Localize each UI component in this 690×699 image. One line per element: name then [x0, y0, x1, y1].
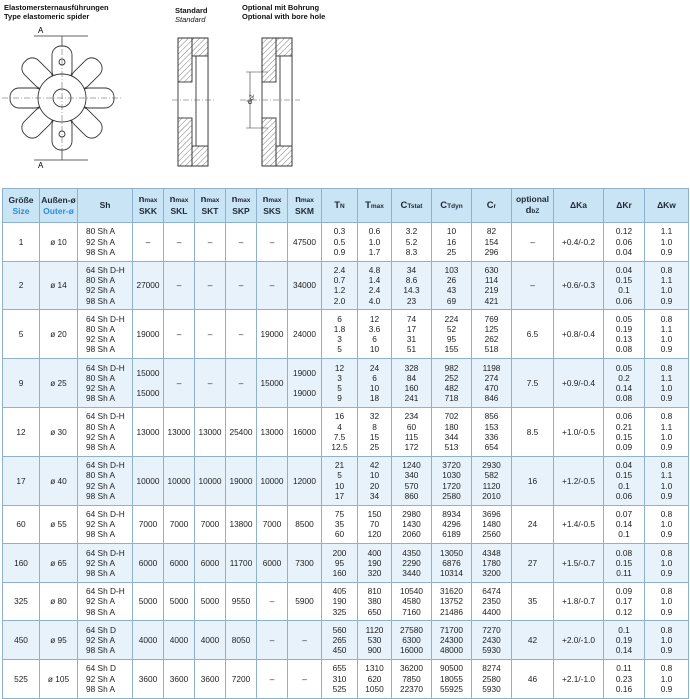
cell-skk: 5000 [133, 582, 164, 621]
cell-outer: ø 65 [40, 544, 78, 583]
cell-sh: 64 Sh D 92 Sh A 98 Sh A [78, 621, 133, 660]
cell-dbz: 46 [512, 659, 554, 698]
cell-dkr: 0.04 0.15 0.1 0.06 [604, 456, 645, 505]
cell-ctdyn: 13050 6876 10314 [432, 544, 472, 583]
cell-skp: 13800 [226, 505, 257, 544]
cell-dka: +1.0/-0.5 [554, 407, 604, 456]
section-a-top-label: A [38, 26, 44, 35]
cell-cr: 4348 1780 3200 [472, 544, 512, 583]
cell-skm: 5900 [288, 582, 322, 621]
cell-tn: 6 1.8 3 5 [322, 310, 358, 359]
cell-size: 60 [3, 505, 40, 544]
cell-tn: 12 3 5 9 [322, 359, 358, 408]
cell-tn: 21 5 10 17 [322, 456, 358, 505]
table-row [3, 223, 689, 262]
cell-ctdyn: 31620 13752 21486 [432, 582, 472, 621]
cell-outer: ø 105 [40, 659, 78, 698]
col-dbz-header: optional dbZ [512, 189, 554, 223]
cell-sh: 64 Sh D-H 80 Sh A 92 Sh A 98 Sh A [78, 310, 133, 359]
cell-skm: 34000 [288, 261, 322, 310]
cell-sks: 10000 [257, 456, 288, 505]
cell-dka: +1.5/-0.7 [554, 544, 604, 583]
cell-dka: +0.9/-0.4 [554, 359, 604, 408]
cell-skp: – [226, 223, 257, 262]
cell-dka: +0.4/-0.2 [554, 223, 604, 262]
cell-skp: 25400 [226, 407, 257, 456]
cell-sks: – [257, 223, 288, 262]
cell-ctdyn: 224 52 95 155 [432, 310, 472, 359]
cell-skt: 7000 [195, 505, 226, 544]
cell-ctstat: 34 8.6 14.3 23 [392, 261, 432, 310]
cell-outer: ø 30 [40, 407, 78, 456]
standard-section-drawing [172, 38, 214, 166]
cell-skt: – [195, 359, 226, 408]
cell-cr: 3696 1480 2560 [472, 505, 512, 544]
cell-skt: 4000 [195, 621, 226, 660]
cell-tn: 405 190 325 [322, 582, 358, 621]
cell-skk: 10000 [133, 456, 164, 505]
cell-cr: 2930 582 1120 2010 [472, 456, 512, 505]
cell-size: 525 [3, 659, 40, 698]
cell-dbz: 7.5 [512, 359, 554, 408]
cell-ctstat: 36200 7850 22370 [392, 659, 432, 698]
cell-ctdyn: 702 180 344 513 [432, 407, 472, 456]
optional-caption-de: Optional mit Bohrung [242, 3, 320, 12]
cell-dbz: 27 [512, 544, 554, 583]
cell-skk: 3600 [133, 659, 164, 698]
cell-size: 12 [3, 407, 40, 456]
cell-tn: 560 265 450 [322, 621, 358, 660]
cell-sh: 64 Sh D-H 80 Sh A 92 Sh A 98 Sh A [78, 456, 133, 505]
cell-cr: 630 114 219 421 [472, 261, 512, 310]
cell-ctdyn: 103 26 43 69 [432, 261, 472, 310]
col-ctstat-header: CTstat [392, 189, 432, 223]
spider-caption-en: Type elastomeric spider [4, 12, 90, 21]
col-tn-header: TN [322, 189, 358, 223]
cell-sh: 80 Sh A 92 Sh A 98 Sh A [78, 223, 133, 262]
col-dka-header: ΔKa [554, 189, 604, 223]
cell-size: 2 [3, 261, 40, 310]
cell-size: 17 [3, 456, 40, 505]
cell-dbz: 24 [512, 505, 554, 544]
cell-outer: ø 10 [40, 223, 78, 262]
cell-skm: – [288, 659, 322, 698]
cell-dka: +1.8/-0.7 [554, 582, 604, 621]
elastomeric-spider-drawing [2, 36, 122, 160]
cell-skl: 6000 [164, 544, 195, 583]
cell-outer: ø 55 [40, 505, 78, 544]
cell-sh: 64 Sh D 92 Sh A 98 Sh A [78, 659, 133, 698]
cell-tmax: 0.6 1.0 1.7 [358, 223, 392, 262]
table-row [3, 544, 689, 583]
cell-size: 160 [3, 544, 40, 583]
cell-dbz: 35 [512, 582, 554, 621]
cell-dkw: 0.8 1.1 1.0 0.9 [645, 359, 689, 408]
cell-ctdyn: 3720 1030 1720 2580 [432, 456, 472, 505]
cell-tmax: 810 380 650 [358, 582, 392, 621]
table-row [3, 407, 689, 456]
cell-sh: 64 Sh D-H 92 Sh A 98 Sh A [78, 582, 133, 621]
cell-size: 9 [3, 359, 40, 408]
cell-tmax: 32 8 15 25 [358, 407, 392, 456]
cell-skl: 13000 [164, 407, 195, 456]
cell-skk: 13000 [133, 407, 164, 456]
cell-ctstat: 3.2 5.2 8.3 [392, 223, 432, 262]
cell-sks: 6000 [257, 544, 288, 583]
cell-ctstat: 10540 4580 7160 [392, 582, 432, 621]
cell-skm: 16000 [288, 407, 322, 456]
cell-sh: 64 Sh D-H 92 Sh A 98 Sh A [78, 505, 133, 544]
cell-ctdyn: 10 16 25 [432, 223, 472, 262]
cell-sks: – [257, 659, 288, 698]
bore-diameter-label: $d_{bZ}$ [247, 94, 256, 104]
cell-sks: 19000 [257, 310, 288, 359]
cell-sh: 64 Sh D-H 80 Sh A 92 Sh A 98 Sh A [78, 407, 133, 456]
cell-skm: 7300 [288, 544, 322, 583]
col-skl-header: nmax SKL [164, 189, 195, 223]
cell-dbz: – [512, 223, 554, 262]
cell-skl: – [164, 261, 195, 310]
section-a-bottom-label: A [38, 161, 44, 170]
cell-dka: +0.8/-0.4 [554, 310, 604, 359]
cell-skk: 4000 [133, 621, 164, 660]
table-header-row [3, 189, 689, 223]
spider-specification-table [2, 188, 689, 699]
col-ctdyn-header: CTdyn [432, 189, 472, 223]
cell-ctstat: 1240 340 570 860 [392, 456, 432, 505]
cell-dkw: 0.8 1.1 1.0 0.9 [645, 261, 689, 310]
cell-skp: 11700 [226, 544, 257, 583]
cell-skl: – [164, 359, 195, 408]
cell-tn: 200 95 160 [322, 544, 358, 583]
cell-skk: – [133, 223, 164, 262]
cell-tn: 75 35 60 [322, 505, 358, 544]
spider-caption-de: Elastomersternausführungen [4, 3, 109, 12]
cell-tmax: 400 190 320 [358, 544, 392, 583]
col-dkw-header: ΔKw [645, 189, 689, 223]
cell-skt: 6000 [195, 544, 226, 583]
cell-dka: +1.2/-0.5 [554, 456, 604, 505]
cell-skt: – [195, 223, 226, 262]
cell-cr: 1198 274 470 846 [472, 359, 512, 408]
cell-ctstat: 2980 1430 2060 [392, 505, 432, 544]
cell-skp: 8050 [226, 621, 257, 660]
cell-cr: 7270 2430 5930 [472, 621, 512, 660]
col-skp-header: nmax SKP [226, 189, 257, 223]
col-cr-header: Cr [472, 189, 512, 223]
cell-size: 5 [3, 310, 40, 359]
cell-skt: 3600 [195, 659, 226, 698]
cell-dkr: 0.06 0.21 0.15 0.09 [604, 407, 645, 456]
cell-tn: 655 310 525 [322, 659, 358, 698]
cell-skp: – [226, 359, 257, 408]
cell-skm: 19000 19000 [288, 359, 322, 408]
cell-skk: 19000 [133, 310, 164, 359]
cell-tmax: 1120 530 900 [358, 621, 392, 660]
cell-ctstat: 328 84 160 241 [392, 359, 432, 408]
cell-sh: 64 Sh D-H 80 Sh A 92 Sh A 98 Sh A [78, 359, 133, 408]
cell-sks: 13000 [257, 407, 288, 456]
cell-skl: 7000 [164, 505, 195, 544]
cell-skl: 5000 [164, 582, 195, 621]
cell-sks: 15000 [257, 359, 288, 408]
cell-sh: 64 Sh D-H 92 Sh A 98 Sh A [78, 544, 133, 583]
technical-drawings [0, 0, 690, 186]
cell-cr: 856 153 336 654 [472, 407, 512, 456]
cell-skp: 7200 [226, 659, 257, 698]
cell-outer: ø 25 [40, 359, 78, 408]
cell-ctstat: 234 60 115 172 [392, 407, 432, 456]
cell-size: 450 [3, 621, 40, 660]
cell-sks: – [257, 582, 288, 621]
cell-skk: 27000 [133, 261, 164, 310]
cell-skp: – [226, 261, 257, 310]
col-skk-header: nmax SKK [133, 189, 164, 223]
cell-dkr: 0.08 0.15 0.11 [604, 544, 645, 583]
standard-caption-en: Standard [175, 15, 206, 24]
cell-ctstat: 74 17 31 51 [392, 310, 432, 359]
table-row [3, 505, 689, 544]
cell-sks: 7000 [257, 505, 288, 544]
table-row [3, 582, 689, 621]
cell-tmax: 12 3.6 6 10 [358, 310, 392, 359]
cell-skm: 8500 [288, 505, 322, 544]
cell-size: 325 [3, 582, 40, 621]
cell-dkr: 0.05 0.2 0.14 0.08 [604, 359, 645, 408]
cell-tmax: 42 10 20 34 [358, 456, 392, 505]
cell-dbz: 16 [512, 456, 554, 505]
standard-caption-de: Standard [175, 6, 208, 15]
cell-dkr: 0.04 0.15 0.1 0.06 [604, 261, 645, 310]
cell-dkw: 1.1 1.0 0.9 [645, 223, 689, 262]
col-skt-header: nmax SKT [195, 189, 226, 223]
cell-dkw: 0.8 1.0 0.9 [645, 621, 689, 660]
cell-ctdyn: 90500 18055 55925 [432, 659, 472, 698]
cell-outer: ø 40 [40, 456, 78, 505]
cell-tn: 0.3 0.5 0.9 [322, 223, 358, 262]
cell-size: 1 [3, 223, 40, 262]
col-tmax-header: Tmax [358, 189, 392, 223]
col-sks-header: nmax SKS [257, 189, 288, 223]
cell-cr: 82 154 296 [472, 223, 512, 262]
table-row [3, 359, 689, 408]
cell-sks: – [257, 621, 288, 660]
cell-tn: 16 4 7.5 12.5 [322, 407, 358, 456]
cell-ctstat: 27580 6300 16000 [392, 621, 432, 660]
cell-dkr: 0.12 0.06 0.04 [604, 223, 645, 262]
cell-dbz: 6.5 [512, 310, 554, 359]
table-row [3, 456, 689, 505]
cell-cr: 6474 2350 4400 [472, 582, 512, 621]
cell-skm: 12000 [288, 456, 322, 505]
cell-cr: 769 125 262 518 [472, 310, 512, 359]
cell-skk: 7000 [133, 505, 164, 544]
optional-caption-en: Optional with bore hole [242, 12, 326, 21]
cell-skm: 47500 [288, 223, 322, 262]
cell-tmax: 24 6 10 18 [358, 359, 392, 408]
cell-dbz: 42 [512, 621, 554, 660]
cell-skt: – [195, 261, 226, 310]
drawings-svg [0, 0, 690, 186]
cell-sh: 64 Sh D-H 80 Sh A 92 Sh A 98 Sh A [78, 261, 133, 310]
cell-skp: 9550 [226, 582, 257, 621]
cell-dka: +2.0/-1.0 [554, 621, 604, 660]
cell-tn: 2.4 0.7 1.2 2.0 [322, 261, 358, 310]
cell-dkw: 0.8 1.1 1.0 0.9 [645, 407, 689, 456]
cell-dbz: 8.5 [512, 407, 554, 456]
cell-skp: – [226, 310, 257, 359]
cell-dkr: 0.11 0.23 0.16 [604, 659, 645, 698]
cell-skk: 15000 15000 [133, 359, 164, 408]
cell-dkw: 0.8 1.1 1.0 0.9 [645, 310, 689, 359]
cell-ctdyn: 982 252 482 718 [432, 359, 472, 408]
cell-skl: 3600 [164, 659, 195, 698]
col-dkr-header: ΔKr [604, 189, 645, 223]
cell-outer: ø 80 [40, 582, 78, 621]
col-outer-header: Außen-ø Outer-ø [40, 189, 78, 223]
col-skm-header: nmax SKM [288, 189, 322, 223]
cell-dbz: – [512, 261, 554, 310]
cell-outer: ø 20 [40, 310, 78, 359]
cell-dkw: 0.8 1.0 0.9 [645, 544, 689, 583]
cell-outer: ø 14 [40, 261, 78, 310]
cell-tmax: 1310 620 1050 [358, 659, 392, 698]
cell-skm: – [288, 621, 322, 660]
cell-cr: 8274 2580 5930 [472, 659, 512, 698]
cell-skp: 19000 [226, 456, 257, 505]
cell-skk: 6000 [133, 544, 164, 583]
cell-outer: ø 95 [40, 621, 78, 660]
cell-skl: 10000 [164, 456, 195, 505]
cell-skt: 13000 [195, 407, 226, 456]
table-row [3, 621, 689, 660]
cell-dkw: 0.8 1.0 0.9 [645, 659, 689, 698]
cell-dkw: 0.8 1.1 1.0 0.9 [645, 456, 689, 505]
table-row [3, 310, 689, 359]
cell-dka: +2.1/-1.0 [554, 659, 604, 698]
cell-sks: – [257, 261, 288, 310]
cell-ctstat: 4350 2290 3440 [392, 544, 432, 583]
cell-skl: 4000 [164, 621, 195, 660]
cell-dkr: 0.05 0.19 0.13 0.08 [604, 310, 645, 359]
table-row [3, 659, 689, 698]
cell-skt: 10000 [195, 456, 226, 505]
cell-tmax: 150 70 120 [358, 505, 392, 544]
cell-dkw: 0.8 1.0 0.9 [645, 582, 689, 621]
cell-skm: 24000 [288, 310, 322, 359]
cell-ctdyn: 71700 24300 48000 [432, 621, 472, 660]
cell-skt: 5000 [195, 582, 226, 621]
col-sh-header: Sh [78, 189, 133, 223]
cell-skl: – [164, 310, 195, 359]
cell-dkw: 0.8 1.0 0.9 [645, 505, 689, 544]
table-row [3, 261, 689, 310]
cell-dka: +1.4/-0.5 [554, 505, 604, 544]
cell-tmax: 4.8 1.4 2.4 4.0 [358, 261, 392, 310]
cell-dkr: 0.09 0.17 0.12 [604, 582, 645, 621]
cell-skl: – [164, 223, 195, 262]
cell-ctdyn: 8934 4296 6189 [432, 505, 472, 544]
col-size-header: Größe Size [3, 189, 40, 223]
cell-dka: +0.6/-0.3 [554, 261, 604, 310]
cell-dkr: 0.07 0.14 0.1 [604, 505, 645, 544]
cell-dkr: 0.1 0.19 0.14 [604, 621, 645, 660]
cell-skt: – [195, 310, 226, 359]
table-body [3, 223, 689, 699]
